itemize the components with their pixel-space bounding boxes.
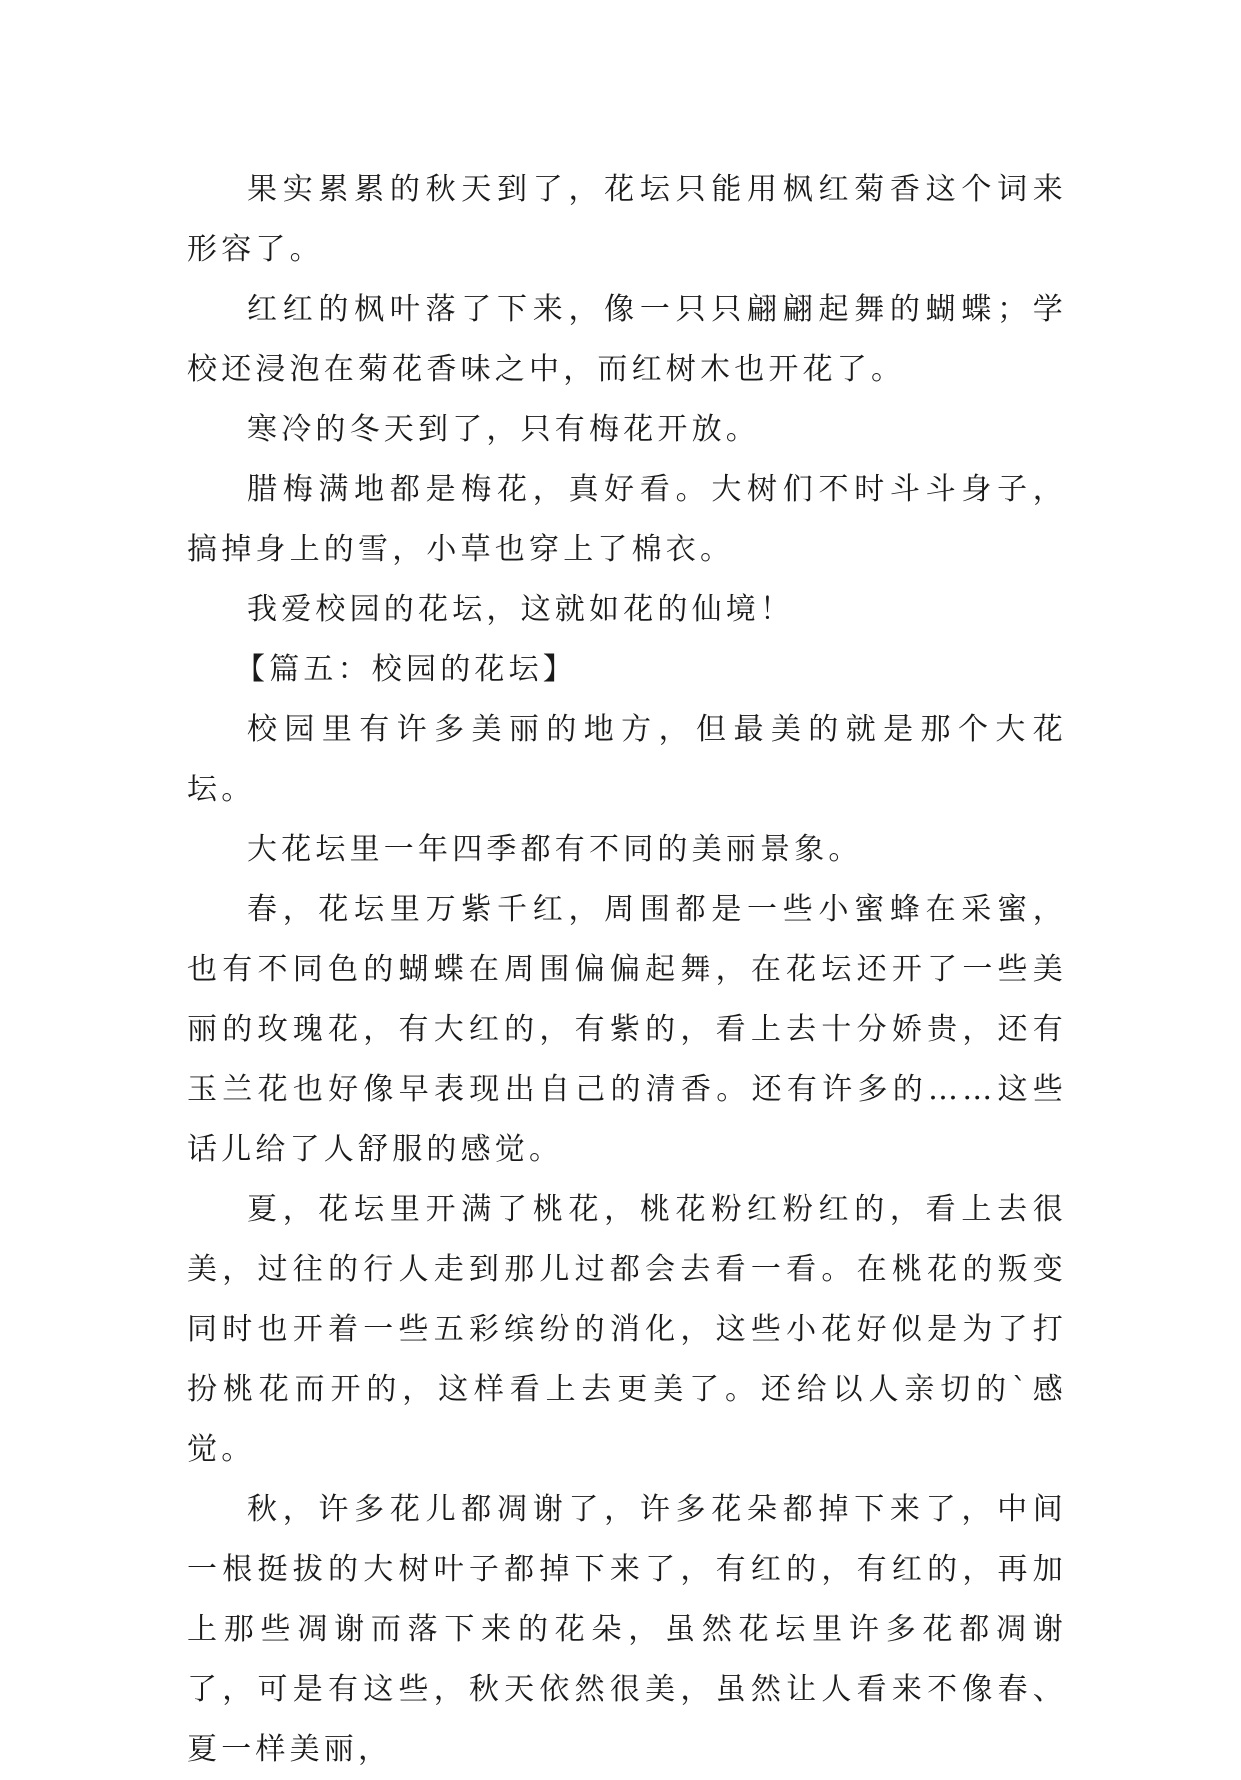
paragraph-four-seasons: 大花坛里一年四季都有不同的美丽景象。 (247, 832, 863, 867)
paragraph-autumn: 秋，许多花儿都凋谢了，许多花朵都掉下来了，中间一根挺拔的大树叶子都掉下来了，有红的，有红的，再加上那些凋谢而落下来的花朵，虽然花坛里许多花都凋谢了，可是有这些，秋天依然很美，虽然让人看来不像春、夏一样美丽， (187, 1492, 1067, 1767)
paragraph-plum-blossom: 腊梅满地都是梅花，真好看。大树们不时斗斗身子，搞掉身上的雪，小草也穿上了棉衣。 (187, 472, 1067, 567)
section-heading: 【篇五：校园的花坛】 (235, 652, 577, 687)
paragraph-spring: 春，花坛里万紫千红，周围都是一些小蜜蜂在采蜜，也有不同色的蝴蝶在周围偏偏起舞，在花坛还开了一些美丽的玫瑰花，有大红的，有紫的，看上去十分娇贵，还有玉兰花也好像早表现出自己的清香。还有许多的……这些话儿给了人舒服的感觉。 (187, 892, 1067, 1167)
paragraph-conclusion: 我爱校园的花坛，这就如花的仙境！ (247, 592, 795, 627)
paragraph-maple-leaves: 红红的枫叶落了下来，像一只只翩翩起舞的蝴蝶；学校还浸泡在菊花香味之中，而红树木也开花了。 (187, 292, 1067, 387)
paragraph-autumn-intro: 果实累累的秋天到了，花坛只能用枫红菊香这个词来形容了。 (187, 172, 1067, 267)
body-text (187, 160, 1067, 1780)
paragraph-summer: 夏，花坛里开满了桃花，桃花粉红粉红的，看上去很美，过往的行人走到那儿过都会去看一看。在桃花的叛变同时也开着一些五彩缤纷的消化，这些小花好似是为了打扮桃花而开的，这样看上去更美了。还给以人亲切的`感觉。 (187, 1192, 1067, 1467)
paragraph-winter-intro: 寒冷的冬天到了，只有梅花开放。 (247, 412, 760, 447)
paragraph-campus-intro: 校园里有许多美丽的地方，但最美的就是那个大花坛。 (187, 712, 1067, 807)
